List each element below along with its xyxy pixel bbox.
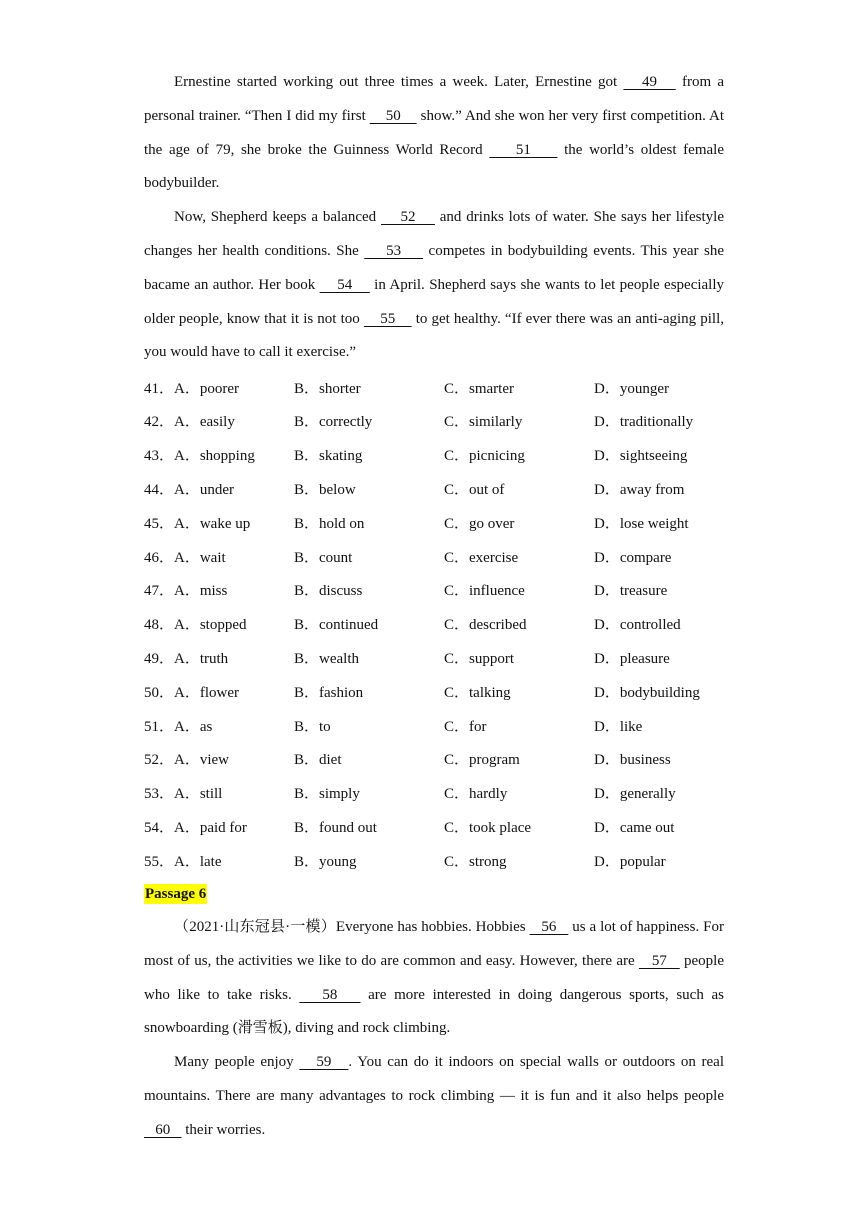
text-run: people who like to take risks. — [144, 952, 724, 1003]
option-d: D．bodybuilding — [594, 684, 700, 701]
option-a: 55．A．late — [144, 853, 222, 870]
option-c: C．exercise — [444, 549, 519, 566]
text-run: from a personal trainer. “Then I did my first — [144, 74, 724, 124]
passage6-paragraph-1 — [144, 911, 724, 1046]
passage-heading: Passage 6 — [145, 886, 207, 903]
option-d: D．business — [594, 752, 671, 769]
option-b: B．shorter — [294, 380, 361, 397]
option-b: B．discuss — [294, 583, 363, 600]
option-b: B．simply — [294, 786, 360, 803]
option-row-43 — [144, 438, 724, 472]
option-b: B．hold on — [294, 515, 365, 532]
option-b: B．to — [294, 718, 331, 735]
text-run: to get healthy. “If ever there was an anti-aging pill, you would have to call it exercise.” — [144, 310, 725, 361]
option-c: C．influence — [444, 583, 525, 600]
option-d: D．pleasure — [594, 650, 670, 667]
option-d: D．controlled — [594, 617, 681, 634]
text-run: the world’s oldest female bodybuilder. — [144, 141, 724, 192]
option-c: C．hardly — [444, 786, 508, 803]
option-c: C．talking — [444, 684, 511, 701]
option-d: D．sightseeing — [594, 448, 688, 465]
blank-50: 50 — [369, 107, 417, 124]
text-run: in April. Shepherd says she wants to let people especially older people, know that it is not too — [144, 276, 725, 327]
option-c: C．smarter — [444, 380, 514, 397]
text-run: Ernestine started working out three times a week. Later, Ernestine got — [174, 74, 624, 90]
option-row-49 — [144, 641, 724, 675]
option-d: D．younger — [594, 380, 669, 397]
option-row-45 — [144, 505, 724, 539]
cloze-paragraph-1 — [144, 66, 724, 201]
option-d: D．generally — [594, 786, 676, 803]
option-b: B．wealth — [294, 650, 359, 667]
option-b: B．young — [294, 853, 357, 870]
blank-54: 54 — [319, 276, 370, 293]
option-a: 49．A．truth — [144, 650, 229, 667]
option-b: B．fashion — [294, 684, 364, 701]
option-row-50 — [144, 674, 724, 708]
option-row-55 — [144, 843, 724, 877]
option-c: C．out of — [444, 481, 505, 498]
option-row-53 — [144, 776, 724, 810]
option-d: D．away from — [594, 481, 685, 498]
option-a: 50．A．flower — [144, 684, 239, 701]
option-a: 53．A．still — [144, 786, 223, 803]
blank-56: 56 — [529, 918, 569, 935]
passage-heading-row — [144, 877, 724, 911]
cloze-paragraph-2 — [144, 201, 724, 370]
option-d: D．lose weight — [594, 515, 689, 532]
option-b: B．below — [294, 481, 356, 498]
option-d: D．came out — [594, 819, 675, 836]
blank-49: 49 — [623, 74, 676, 90]
option-d: D．like — [594, 718, 643, 735]
blank-51: 51 — [489, 141, 558, 158]
option-a: 41．A．poorer — [144, 380, 239, 397]
option-a: 48．A．stopped — [144, 617, 247, 634]
option-b: B．skating — [294, 448, 363, 465]
blank-59: 59 — [299, 1054, 349, 1071]
passage6-paragraph-2 — [144, 1046, 724, 1147]
option-d: D．traditionally — [594, 414, 694, 431]
blank-55: 55 — [363, 310, 412, 327]
text-run: their worries. — [181, 1121, 266, 1138]
options-list — [144, 370, 724, 877]
option-b: B．diet — [294, 752, 342, 769]
blank-60: 60 — [144, 1121, 182, 1138]
blank-53: 53 — [364, 242, 424, 259]
option-b: B．correctly — [294, 414, 373, 431]
option-row-44 — [144, 472, 724, 506]
option-d: D．compare — [594, 549, 672, 566]
option-row-51 — [144, 708, 724, 742]
text-run: （2021·山东冠县·一模）Everyone has hobbies. Hobbies — [174, 918, 530, 935]
option-a: 45．A．wake up — [144, 515, 251, 532]
option-row-54 — [144, 810, 724, 844]
option-a: 42．A．easily — [144, 414, 235, 431]
option-row-47 — [144, 573, 724, 607]
option-a: 44．A．under — [144, 481, 234, 498]
option-row-46 — [144, 539, 724, 573]
option-a: 51．A．as — [144, 718, 213, 735]
text-run: Now, Shepherd keeps a balanced — [174, 209, 382, 226]
option-a: 54．A．paid for — [144, 819, 247, 836]
option-a: 47．A．miss — [144, 583, 228, 600]
option-b: B．continued — [294, 617, 379, 634]
option-a: 52．A．view — [144, 752, 229, 769]
text-run: show.” And she won her very first competition. At the age of 79, she broke the Guinness World Record — [144, 107, 724, 158]
option-c: C．took place — [444, 819, 532, 836]
option-row-48 — [144, 607, 724, 641]
option-c: C．strong — [444, 853, 507, 870]
option-c: C．similarly — [444, 414, 523, 431]
option-c: C．program — [444, 752, 520, 769]
option-row-52 — [144, 742, 724, 776]
text-run: competes in bodybuilding events. This year she bacame an author. Her book — [144, 242, 724, 293]
text-run: are more interested in doing dangerous sports, such as snowboarding (滑雪板), diving and rock climbing. — [144, 986, 724, 1037]
option-b: B．count — [294, 549, 353, 566]
option-c: C．go over — [444, 515, 515, 532]
text-run: . You can do it indoors on special walls or outdoors on real mountains. There are many advantages to rock climbing — it is fun and it also helps people — [144, 1054, 724, 1104]
option-a: 46．A．wait — [144, 549, 226, 566]
option-c: C．for — [444, 718, 487, 735]
option-d: D．treasure — [594, 583, 668, 600]
text-run: us a lot of happiness. For most of us, the activities we like to do are common and easy. However, there are — [144, 918, 725, 969]
blank-58: 58 — [299, 986, 361, 1003]
option-b: B．found out — [294, 819, 377, 836]
option-c: C．described — [444, 617, 527, 634]
option-row-41 — [144, 370, 724, 404]
option-c: C．picnicing — [444, 448, 525, 465]
blank-52: 52 — [381, 209, 435, 226]
option-c: C．support — [444, 650, 515, 667]
option-a: 43．A．shopping — [144, 448, 255, 465]
worksheet-page — [144, 66, 724, 1148]
text-run: and drinks lots of water. She says her lifestyle changes her health conditions. She — [144, 209, 725, 259]
option-row-42 — [144, 404, 724, 438]
text-run: Many people enjoy — [174, 1054, 300, 1071]
option-d: D．popular — [594, 853, 666, 870]
blank-57: 57 — [638, 952, 680, 969]
